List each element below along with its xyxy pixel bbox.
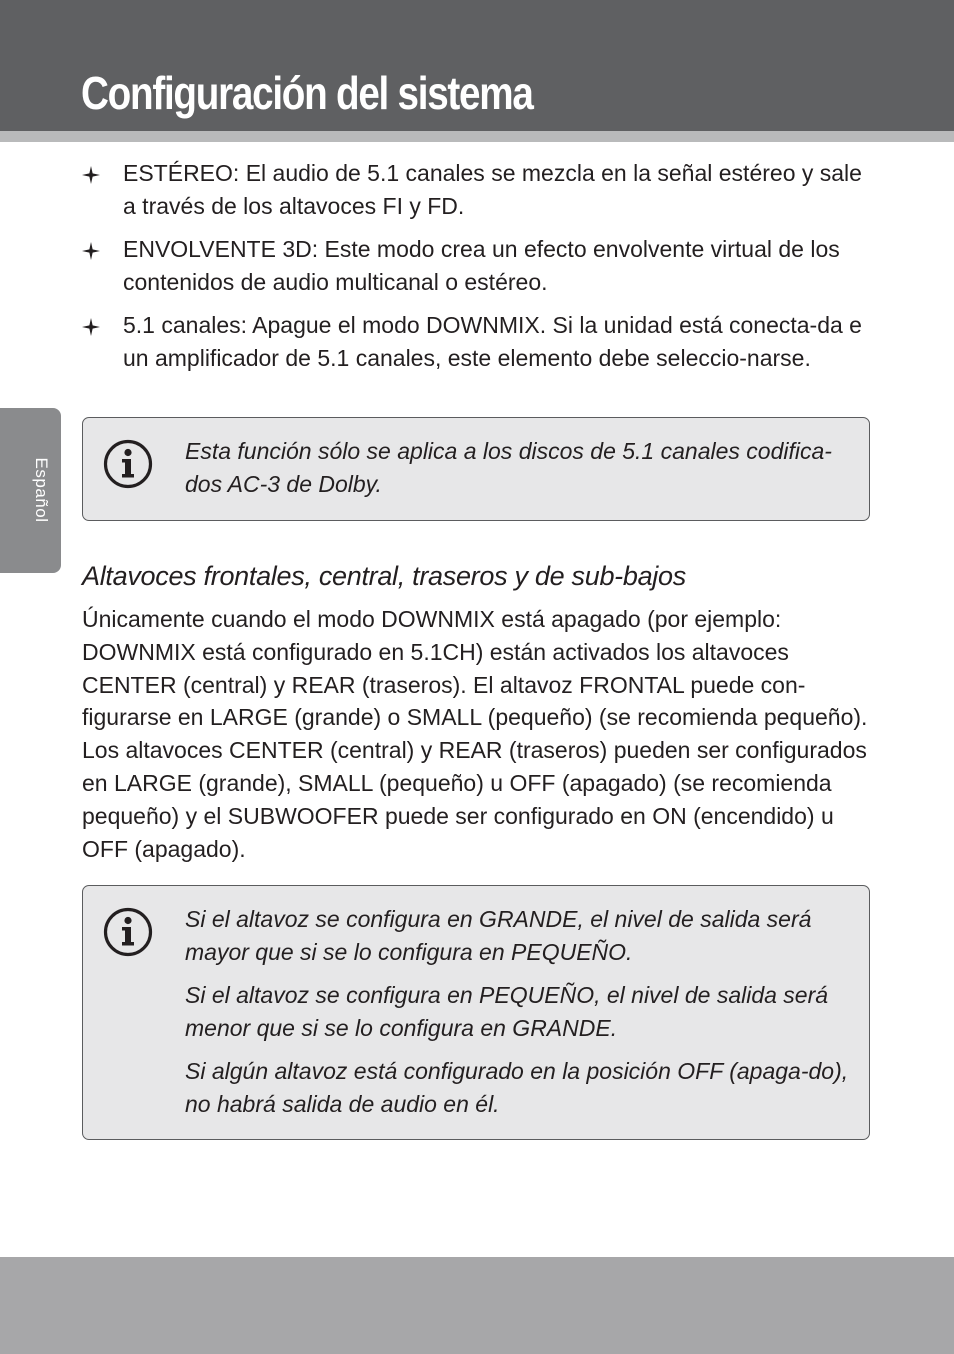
bullet-list xyxy=(82,157,872,385)
bullet-text: ENVOLVENTE 3D: Este modo crea un efecto envolvente virtual de los contenidos de audio multicanal o estéreo. xyxy=(123,236,840,295)
bullet-text: ESTÉREO: El audio de 5.1 canales se mezcla en la señal estéreo y sale a través de los altavoces FI y FD. xyxy=(123,160,862,219)
info-note xyxy=(82,885,870,1140)
footer-bar xyxy=(0,1257,954,1354)
note-text xyxy=(185,903,849,1131)
language-side-tab-label: Español xyxy=(32,457,51,523)
bullet-text: 5.1 canales: Apague el modo DOWNMIX. Si la unidad está conecta-da e un amplificador de 5.1 canales, este elemento debe seleccio-narse. xyxy=(123,312,862,371)
four-point-star-icon xyxy=(82,318,100,336)
section-body: Únicamente cuando el modo DOWNMIX está apagado (por ejemplo: DOWNMIX está configurado en 5.1CH) están activados los altavoces CENTER (central) y REAR (traseros). El altavoz FRONTAL puede con-figurarse en LARGE (grande) o SMALL (pequeño) (se recomienda pequeño). Los altavoces CENTER (central) y REAR (traseros) pueden ser configurados en LARGE (grande), SMALL (pequeño) u OFF (apagado) (se recomienda pequeño) y el SUBWOOFER puede ser configurado en ON (encendido) u OFF (apagado). xyxy=(82,606,868,862)
list-item xyxy=(82,233,872,299)
section-heading: Altavoces frontales, central, traseros y de sub-bajos xyxy=(82,561,686,591)
four-point-star-icon xyxy=(82,166,100,184)
note-paragraph: Si el altavoz se configura en GRANDE, el nivel de salida será mayor que si se lo configura en PEQUEÑO. xyxy=(185,906,812,965)
info-note xyxy=(82,417,870,521)
note-paragraph: Si algún altavoz está configurado en la posición OFF (apaga-do), no habrá salida de audio en él. xyxy=(185,1058,849,1117)
info-icon xyxy=(103,439,153,489)
note-text: Esta función sólo se aplica a los discos de 5.1 canales codifica-dos AC-3 de Dolby. xyxy=(185,438,832,497)
four-point-star-icon xyxy=(82,242,100,260)
page-title: Configuración del sistema xyxy=(81,67,533,119)
header-stripe xyxy=(0,131,954,142)
page-header xyxy=(0,0,954,131)
note-paragraph: Si el altavoz se configura en PEQUEÑO, el nivel de salida será menor que si se lo configura en GRANDE. xyxy=(185,982,829,1041)
info-icon xyxy=(103,907,153,957)
list-item xyxy=(82,157,872,223)
list-item xyxy=(82,309,872,375)
